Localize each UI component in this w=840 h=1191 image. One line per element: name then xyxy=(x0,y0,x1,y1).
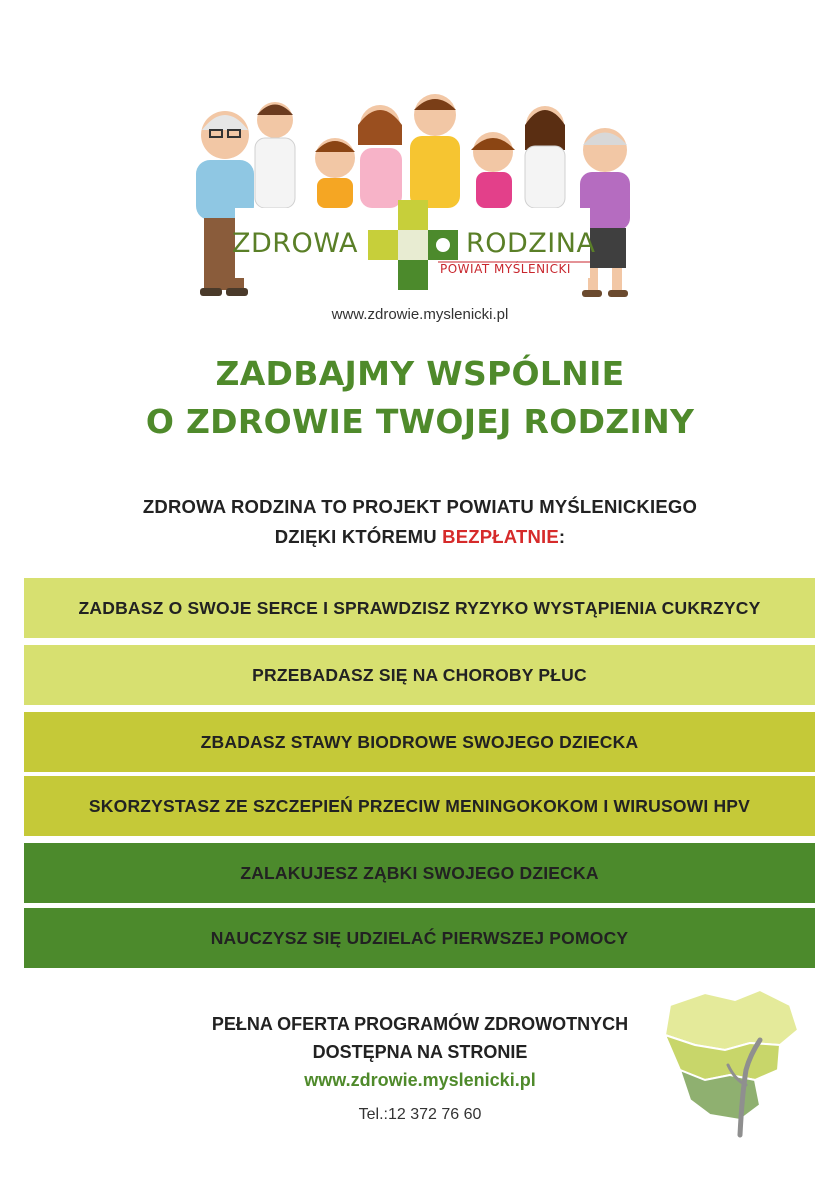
logo-subtitle: POWIAT MYŚLENICKI xyxy=(440,262,571,276)
offer-label: PRZEBADASZ SIĘ NA CHOROBY PŁUC xyxy=(252,664,587,685)
logo-word-right: RODZINA xyxy=(466,228,596,259)
offer-label: ZALAKUJESZ ZĄBKI SWOJEGO DZIECKA xyxy=(240,862,599,883)
footer-phone: Tel.:12 372 76 60 xyxy=(358,1106,482,1123)
offer-bar-hips xyxy=(24,712,815,772)
logo-square-top xyxy=(398,200,428,230)
doctor-figure xyxy=(255,102,295,208)
county-map-icon xyxy=(650,985,810,1140)
website-url-top[interactable]: www.zdrowie.myslenicki.pl xyxy=(331,306,509,323)
offer-label: ZBADASZ STAWY BIODROWE SWOJEGO DZIECKA xyxy=(200,731,639,752)
offer-bar-lungs xyxy=(24,645,815,705)
doctor-woman-figure xyxy=(525,106,565,208)
offer-bar-heart xyxy=(24,578,815,638)
intro-line-2 xyxy=(0,522,840,552)
logo-square-center xyxy=(398,230,428,260)
headline-line-1: ZADBAJMY WSPÓLNIE xyxy=(215,354,625,393)
mother-figure xyxy=(358,105,402,208)
offer-label: ZADBASZ O SWOJE SERCE I SPRAWDZISZ RYZYKO WYSTĄPIENIA CUKRZYCY xyxy=(78,597,761,618)
logo-square-bottom xyxy=(398,260,428,290)
boy-figure xyxy=(315,138,355,208)
tree-emblem-icon xyxy=(436,238,450,252)
offer-bar-vaccines xyxy=(24,776,815,836)
headline-line-2: O ZDROWIE TWOJEJ RODZINY xyxy=(145,402,695,441)
intro-line-1: ZDROWA RODZINA TO PROJEKT POWIATU MYŚLENICKIEGO xyxy=(142,496,698,517)
free-highlight: BEZPŁATNIE xyxy=(442,526,559,547)
footer-line-1: PEŁNA OFERTA PROGRAMÓW ZDROWOTNYCH xyxy=(211,1014,629,1034)
intro-text xyxy=(0,492,840,552)
logo-square-left xyxy=(368,230,398,260)
offer-label: SKORZYSTASZ ZE SZCZEPIEŃ PRZECIW MENINGOKOKOM I WIRUSOWI HPV xyxy=(88,795,751,816)
offer-bar-first-aid xyxy=(24,908,815,968)
logo-word-left: ZDROWA xyxy=(232,228,358,259)
footer-line-2: DOSTĘPNA NA STRONIE xyxy=(312,1042,528,1062)
footer-text xyxy=(140,1010,700,1066)
footer-website-link[interactable]: www.zdrowie.myslenicki.pl xyxy=(304,1070,536,1090)
offer-label: NAUCZYSZ SIĘ UDZIELAĆ PIERWSZEJ POMOCY xyxy=(210,927,629,948)
offer-bar-teeth xyxy=(24,843,815,903)
father-figure xyxy=(410,94,460,208)
intro-line-2-prefix: DZIĘKI KTÓREMU xyxy=(274,526,437,547)
intro-line-2-suffix: : xyxy=(558,526,566,547)
headline xyxy=(0,350,840,446)
girl-figure xyxy=(471,132,515,208)
